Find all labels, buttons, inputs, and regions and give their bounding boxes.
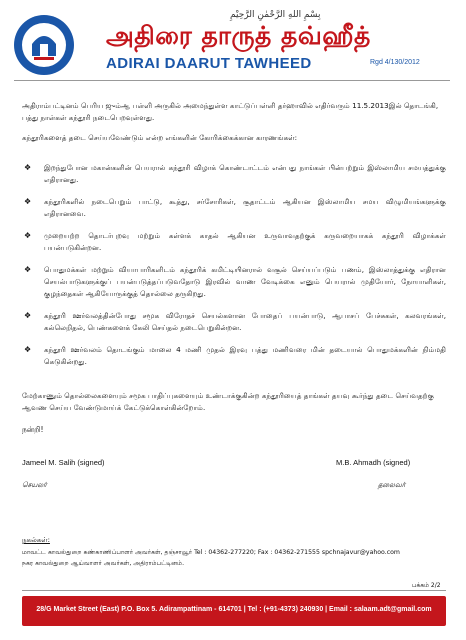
secretary-role: செயலர் (22, 481, 47, 489)
diamond-bullet-icon: ❖ (24, 197, 32, 206)
footer-address: 28/G Market Street (East) P.O. Box 5. Adirampattinam - 614701 | Tel : (+91-4373) 240930 | Email : salaam.adt@gmail.com (36, 606, 432, 613)
diamond-bullet-icon: ❖ (24, 163, 32, 172)
list-item: ❖ கந்தூரிகளில் நடைபெறும் பாட்டு, கூத்து, சர்சோரிகள், சூதாட்டம் ஆகியன இஸ்லாமிய சமய விழுமியங்களுக்கு எதிரானவை. (24, 197, 446, 218)
closing-paragraph: மேற்காணும் தொல்லைகளையும் சமூக பாதிப்புகளையும் உண்டாக்குகின்ற கந்தூரியைத் தாங்கள் தயவு கூர்ந்து தடை செய்வதற்கு ஆவண செய்ய வேண்டுமாய்க் கேட்டுக்கொள்கின்றோம். (22, 391, 435, 412)
list-item: ❖ கந்தூரி ஊர்வலத்தின்போது சமூக விரோதச் செயல்களான போதைப் பயன்பாடு, ஆபாசப் பேச்சுகள், கலவரங்கள், கல்லெறிதல், பெண்களைக் கேலி செய்தல் நடைபெறுகின்றன. (24, 311, 446, 332)
list-item: ❖ முறையற்ற தொடர்புறவு மற்றும் கள்ளக் காதல் ஆகியன உருவாவதற்குக் கருவறையாகக் கந்தூரி விழாக்கள் பயன்படுகின்றன. (24, 231, 446, 252)
thanks-text: நன்றி! (22, 425, 44, 434)
president-role: தலைவர் (378, 481, 406, 489)
diamond-bullet-icon: ❖ (24, 345, 32, 354)
president-name: M.B. Ahmadh (signed) (336, 458, 411, 467)
diamond-bullet-icon: ❖ (24, 311, 32, 320)
registration-number: Rgd 4/130/2012 (370, 59, 420, 66)
organization-title-english: ADIRAI DAARUT TAWHEED (106, 55, 312, 72)
copies-heading: நகல்கள்: (22, 536, 50, 544)
footer-bar (22, 596, 446, 626)
diamond-bullet-icon: ❖ (24, 265, 32, 274)
organization-logo (13, 14, 75, 76)
footer-divider (22, 590, 446, 591)
list-item: ❖ பொதுமக்கள் மற்றும் வியாபாரிகளிடம் கந்தூரிக் கமிட்டியினரால் வசூல் செய்யப்படும் பணம், இஸ்லாத்துக்கு எதிரான செயல்பாடுகளுக்குப் பயன்படுத்தப்படுவதோடு இரவில் வாண வேடிக்கை எனும் பெயரால் முதியோர், நோயாளிகள், குழந்தைகள் ஆகியோருக்குத் தொல்லை தருகிறது. (24, 265, 446, 298)
organization-title-tamil: அதிரை தாருத் தவ்ஹீத் (106, 21, 371, 50)
copy-recipient-2: நகர காவல்துறை ஆய்வாளர் அவர்கள், அதிராம்பட்டினம். (22, 560, 185, 567)
copy-recipient-1: மாவட்ட காவல்துறை கண்காணிப்பாளர் அவர்கள், தஞ்சாவூர் Tel : 04362-277220; Fax : 04362-271555 spchnajavur@yahoo.com (22, 549, 400, 556)
list-item: ❖ கந்தூரி ஊர்வலம் தொடங்கும் மாலை 4 மணி முதல் இரவு பத்து மணிவரை மின் தடையால் பொதுமக்களின் நிம்மதி கெடுகின்றது. (24, 345, 446, 366)
intro-paragraph: அதிராம்பட்டினம் பெரிய ஜும்ஆ பள்ளி அருகில் அமைந்துள்ள காட்டுப்பள்ளி தர்ஹாவில் எதிர்வரும் 11.5.2013இல் தொடங்கி, பத்து நாள்கள் கந்தூரி நடைபெறவுள்ளது. (22, 101, 439, 122)
list-item: ❖ இறந்துபோன மகான்களின் பெயரால் கந்தூரி விழாக் கொண்டாட்டம் என்பது நாங்கள் பின்பற்றும் இஸ்லாமிய சமயத்துக்கு எதிரானது. (24, 163, 446, 184)
reasons-intro: கந்தூரிகளைத் தடை செய்யவேண்டும் என்ற எங்களின் கோரிக்கைக்கான காரணங்கள்: (22, 133, 298, 142)
secretary-name: Jameel M. Salih (signed) (22, 458, 105, 467)
reasons-list (22, 162, 446, 378)
header-divider (14, 80, 450, 81)
bismillah: بِسْمِ اللهِ الرَّحْمٰنِ الرَّحِيْمِ (230, 10, 321, 20)
page-number: பக்கம் 2/2 (412, 582, 441, 589)
diamond-bullet-icon: ❖ (24, 231, 32, 240)
